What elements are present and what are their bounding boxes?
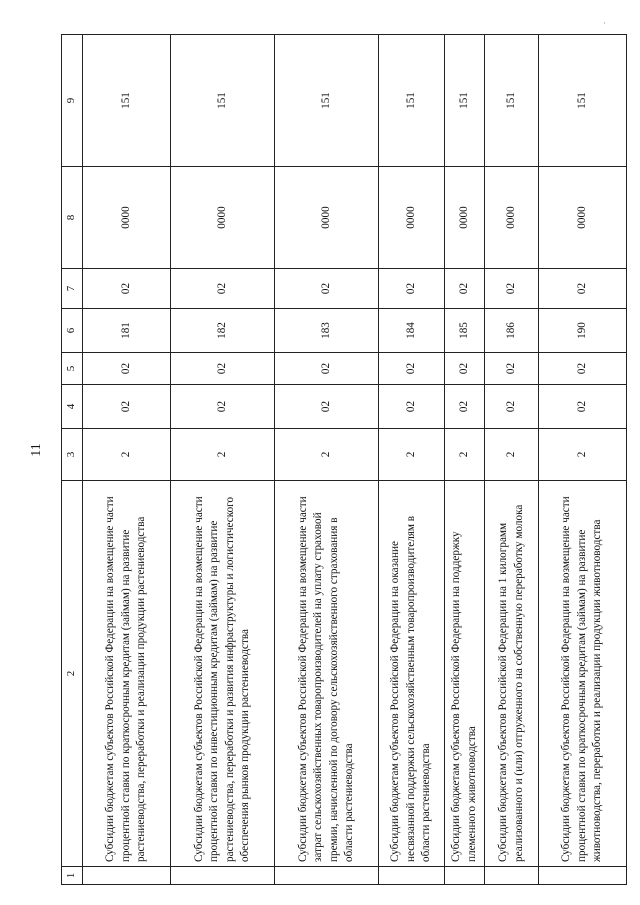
page-number: 11 xyxy=(29,443,44,457)
row-cell-c8: 0000 xyxy=(83,167,171,269)
row-cell-c4: 02 xyxy=(171,385,275,429)
table-row xyxy=(445,35,485,885)
row-cell-c8: 0000 xyxy=(379,167,445,269)
row-cell-c5: 02 xyxy=(275,353,379,385)
row-cell-c5: 02 xyxy=(171,353,275,385)
row-cell-c9: 151 xyxy=(171,35,275,167)
table-row xyxy=(485,35,539,885)
row-cell-c4: 02 xyxy=(379,385,445,429)
row-cell-c6: 190 xyxy=(539,309,627,353)
table-row xyxy=(379,35,445,885)
row-cell-c1 xyxy=(445,867,485,885)
row-cell-c1 xyxy=(379,867,445,885)
row-cell-c5: 02 xyxy=(379,353,445,385)
row-cell-c3: 2 xyxy=(275,429,379,481)
row-cell-c6: 186 xyxy=(485,309,539,353)
row-description: Субсидии бюджетам субъектов Российской Федерации на возмещение части затрат сельскохозяйственных товаропроизводителей на уплату страховой премии, начисленной по договору сельскохозяйственного страхования в области растениеводства xyxy=(275,481,379,867)
row-cell-c6: 182 xyxy=(171,309,275,353)
row-cell-c3: 2 xyxy=(379,429,445,481)
row-cell-c9: 151 xyxy=(445,35,485,167)
row-description: Субсидии бюджетам субъектов Российской Федерации на оказание несвязанной поддержки сельскохозяйственным товаропроизводителям в области растениеводства xyxy=(379,481,445,867)
row-cell-c3: 2 xyxy=(539,429,627,481)
row-cell-c5: 02 xyxy=(539,353,627,385)
row-cell-c8: 0000 xyxy=(539,167,627,269)
row-cell-c8: 0000 xyxy=(445,167,485,269)
header-col-6: 6 xyxy=(62,309,83,353)
row-cell-c9: 151 xyxy=(485,35,539,167)
header-col-1: 1 xyxy=(62,867,83,885)
row-cell-c6: 181 xyxy=(83,309,171,353)
row-cell-c3: 2 xyxy=(171,429,275,481)
table-row xyxy=(539,35,627,885)
row-cell-c1 xyxy=(83,867,171,885)
row-cell-c6: 183 xyxy=(275,309,379,353)
row-cell-c8: 0000 xyxy=(171,167,275,269)
row-cell-c4: 02 xyxy=(445,385,485,429)
row-cell-c7: 02 xyxy=(171,269,275,309)
corner-mark: · xyxy=(603,18,606,28)
row-cell-c5: 02 xyxy=(445,353,485,385)
row-description: Субсидии бюджетам субъектов Российской Федерации на возмещение части процентной ставки по краткосрочным кредитам (займам) на развитие растениеводства, переработки и реализации продукции растениеводства xyxy=(83,481,171,867)
row-cell-c7: 02 xyxy=(275,269,379,309)
row-description: Субсидии бюджетам субъектов Российской Федерации на возмещение части процентной ставки по инвестиционным кредитам (займам) на развитие растениеводства, переработки и развития инфраструктуры и логистического обеспечения рынков продукции растениеводства xyxy=(171,481,275,867)
row-cell-c6: 184 xyxy=(379,309,445,353)
header-col-7: 7 xyxy=(62,269,83,309)
row-cell-c9: 151 xyxy=(539,35,627,167)
row-cell-c3: 2 xyxy=(445,429,485,481)
header-col-8: 8 xyxy=(62,167,83,269)
row-cell-c1 xyxy=(171,867,275,885)
row-cell-c1 xyxy=(539,867,627,885)
row-cell-c7: 02 xyxy=(83,269,171,309)
row-cell-c7: 02 xyxy=(445,269,485,309)
row-cell-c4: 02 xyxy=(83,385,171,429)
row-cell-c9: 151 xyxy=(275,35,379,167)
row-cell-c9: 151 xyxy=(379,35,445,167)
header-col-3: 3 xyxy=(62,429,83,481)
row-cell-c4: 02 xyxy=(275,385,379,429)
row-cell-c3: 2 xyxy=(485,429,539,481)
row-cell-c5: 02 xyxy=(485,353,539,385)
row-cell-c9: 151 xyxy=(83,35,171,167)
table-row xyxy=(83,35,171,885)
row-cell-c7: 02 xyxy=(485,269,539,309)
row-description: Субсидии бюджетам субъектов Российской Федерации на поддержку племенного животноводства xyxy=(445,481,485,867)
header-col-4: 4 xyxy=(62,385,83,429)
row-cell-c4: 02 xyxy=(485,385,539,429)
row-cell-c5: 02 xyxy=(83,353,171,385)
header-col-5: 5 xyxy=(62,353,83,385)
row-cell-c1 xyxy=(485,867,539,885)
row-cell-c7: 02 xyxy=(379,269,445,309)
row-description: Субсидии бюджетам субъектов Российской Федерации на 1 килограмм реализованного и (или) отгруженного на собственную переработку молока xyxy=(485,481,539,867)
row-cell-c8: 0000 xyxy=(485,167,539,269)
row-cell-c6: 185 xyxy=(445,309,485,353)
row-cell-c1 xyxy=(275,867,379,885)
header-col-9: 9 xyxy=(62,35,83,167)
row-description: Субсидии бюджетам субъектов Российской Федерации на возмещение части процентной ставки по краткосрочным кредитам (займам) на развитие животноводства, переработки и реализации продукции животноводства xyxy=(539,481,627,867)
row-cell-c3: 2 xyxy=(83,429,171,481)
row-cell-c4: 02 xyxy=(539,385,627,429)
table-header-row xyxy=(62,35,83,885)
table-row xyxy=(275,35,379,885)
document-table-rotated xyxy=(61,35,604,885)
header-col-2: 2 xyxy=(62,481,83,867)
table-row xyxy=(171,35,275,885)
subsidy-code-table xyxy=(61,34,627,885)
row-cell-c7: 02 xyxy=(539,269,627,309)
row-cell-c8: 0000 xyxy=(275,167,379,269)
